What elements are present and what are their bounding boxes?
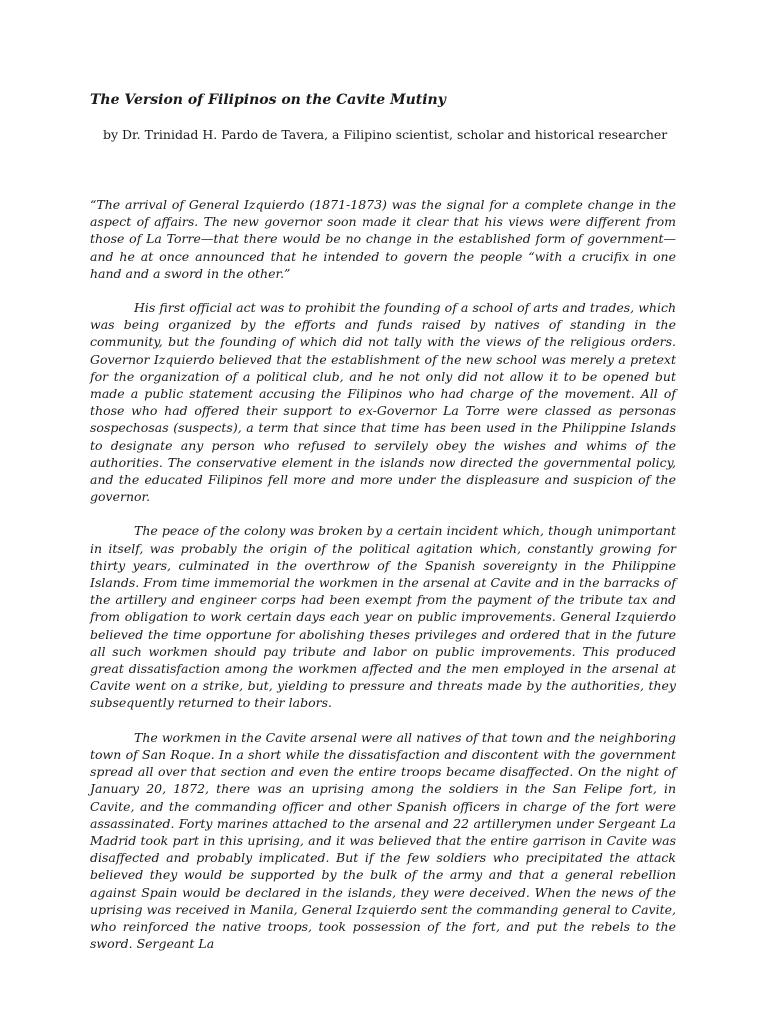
paragraph-3: The peace of the colony was broken by a certain incident which, though unimportant in itself, was probably the origin of the political agitation which, constantly growing for thirty years, culminated in the overthrow of the Spanish sovereignty in the Philippine Islands. From time immemorial the workmen in the arsenal at Cavite and in the barracks of the artillery and engineer corps had been exempt from the payment of the tribute tax and from obligation to work certain days each year on public improvements. General Izquierdo believed the time opportune for abolishing theses privileges and ordered that in the future all such workmen should pay tribute and labor on public improvements. This produced great dissatisfaction among the workmen affected and the men employed in the arsenal at Cavite went on a strike, but, yielding to pressure and threats made by the authorities, they subsequently returned to their labors. xyxy=(90,523,676,711)
document-byline: by Dr. Trinidad H. Pardo de Tavera, a Filipino scientist, scholar and historical researcher xyxy=(103,127,668,142)
document-body xyxy=(90,196,676,952)
paragraph-1: “The arrival of General Izquierdo (1871-1873) was the signal for a complete change in the aspect of affairs. The new governor soon made it clear that his views were different from those of La Torre—that there would be no change in the established form of government—and he at once announced that he intended to govern the people “with a crucifix in one hand and a sword in the other.” xyxy=(90,197,676,281)
paragraph-2: His first official act was to prohibit the founding of a school of arts and trades, which was being organized by the efforts and funds raised by natives of standing in the community, but the founding of which did not tally with the views of the religious orders. Governor Izquierdo believed that the establishment of the new school was merely a pretext for the organization of a political club, and he not only did not allow it to be opened but made a public statement accusing the Filipinos who had charge of the movement. All of those who had offered their support to ex-Governor La Torre were classed as personas sospechosas (suspects), a term that since that time has been used in the Philippine Islands to designate any person who refused to servilely obey the wishes and whims of the authorities. The conservative element in the islands now directed the governmental policy, and the educated Filipinos fell more and more under the displeasure and suspicion of the governor. xyxy=(90,300,676,505)
document-title: The Version of Filipinos on the Cavite Mutiny xyxy=(90,92,446,108)
paragraph-4: The workmen in the Cavite arsenal were all natives of that town and the neighboring town of San Roque. In a short while the dissatisfaction and discontent with the government spread all over that section and even the entire troops became disaffected. On the night of January 20, 1872, there was an uprising among the soldiers in the San Felipe fort, in Cavite, and the commanding officer and other Spanish officers in charge of the fort were assassinated. Forty marines attached to the arsenal and 22 artillerymen under Sergeant La Madrid took part in this uprising, and it was believed that the entire garrison in Cavite was disaffected and probably implicated. But if the few soldiers who precipitated the attack believed they would be supported by the bulk of the army and that a general rebellion against Spain would be declared in the islands, they were deceived. When the news of the uprising was received in Manila, General Izquierdo sent the commanding general to Cavite, who reinforced the native troops, took possession of the fort, and put the rebels to the sword. Sergeant La xyxy=(90,729,676,952)
